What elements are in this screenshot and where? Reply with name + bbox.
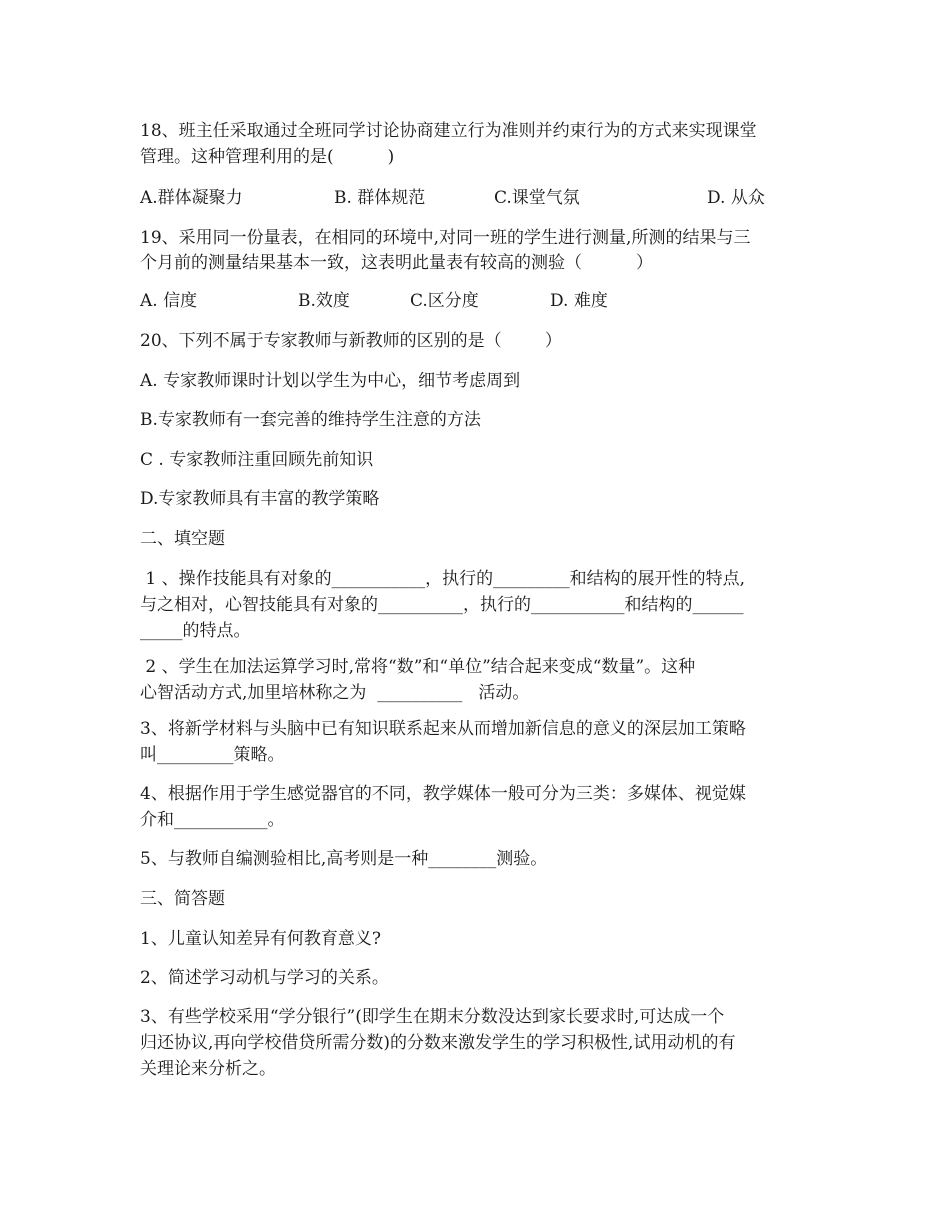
section-3-title: 三、简答题 xyxy=(140,889,225,909)
s3-q3-line-2: 归还协议,再向学校借贷所需分数)的分数来激发学生的学习积极性,试用动机的有 xyxy=(140,1033,736,1053)
q20-option-b: B.专家教师有一套完善的维持学生注意的方法 xyxy=(140,410,481,430)
s2-q4-line-1: 4、根据作用于学生感觉器官的不同，教学媒体一般可分为三类：多媒体、视觉媒 xyxy=(140,784,746,804)
s3-q3-line-1: 3、有些学校采用“学分银行”(即学生在期末分数没达到家长要求时,可达成一个 xyxy=(140,1007,725,1027)
q18-line-2: 管理。这种管理利用的是( ) xyxy=(140,147,395,167)
s2-q2-line-1: 2 、学生在加法运算学习时,常将“数”和“单位”结合起来变成“数量”。这种 xyxy=(140,657,696,677)
q19-option-c: C.区分度 xyxy=(410,291,479,311)
q20-stem: 20、下列不属于专家教师与新教师的区别的是（ ） xyxy=(140,331,562,351)
q18-option-c: C.课堂气氛 xyxy=(494,188,580,208)
q20-option-d: D.专家教师具有丰富的教学策略 xyxy=(140,489,380,509)
s3-q2: 2、简述学习动机与学习的关系。 xyxy=(140,968,389,988)
q20-option-c: C . 专家教师注重回顾先前知识 xyxy=(140,450,374,470)
q20-option-a: A. 专家教师课时计划以学生为中心，细节考虑周到 xyxy=(140,371,521,391)
q19-line-1: 19、采用同一份量表，在相同的环境中,对同一班的学生进行测量,所测的结果与三 xyxy=(140,228,751,248)
section-2-title: 二、填空题 xyxy=(140,529,225,549)
q19-option-d: D. 难度 xyxy=(550,291,608,311)
s2-q4-line-2: 介和___________。 xyxy=(140,810,285,830)
s2-q2-line-2: 心智活动方式,加里培林称之为 __________ 活动。 xyxy=(140,683,530,703)
q18-line-1: 18、班主任采取通过全班同学讨论协商建立行为准则并约束行为的方式来实现课堂 xyxy=(140,121,757,141)
s3-q3-line-3: 关理论来分析之。 xyxy=(140,1059,276,1079)
q18-option-d: D. 从众 xyxy=(707,188,765,208)
s2-q1-line-3: _____的特点。 xyxy=(140,621,251,641)
s2-q1-line-2: 与之相对，心智技能具有对象的__________，执行的___________和结构的______ xyxy=(140,595,744,615)
s2-q3-line-1: 3、将新学材料与头脑中已有知识联系起来从而增加新信息的意义的深层加工策略 xyxy=(140,719,746,739)
q19-option-b: B.效度 xyxy=(298,291,350,311)
s3-q1: 1、儿童认知差异有何教育意义? xyxy=(140,929,381,949)
q18-option-b: B. 群体规范 xyxy=(334,188,426,208)
s2-q3-line-2: 叫_________策略。 xyxy=(140,745,285,765)
q18-option-a: A.群体凝聚力 xyxy=(140,188,243,208)
s2-q1-line-1: 1 、操作技能具有对象的___________，执行的_________和结构的展开性的特点, xyxy=(140,569,746,589)
q19-line-2: 个月前的测量结果基本一致，这表明此量表有较高的测验（ ） xyxy=(140,253,654,273)
q19-option-a: A. 信度 xyxy=(140,291,198,311)
s2-q5: 5、与教师自编测验相比,高考则是一种________测验。 xyxy=(140,849,548,869)
